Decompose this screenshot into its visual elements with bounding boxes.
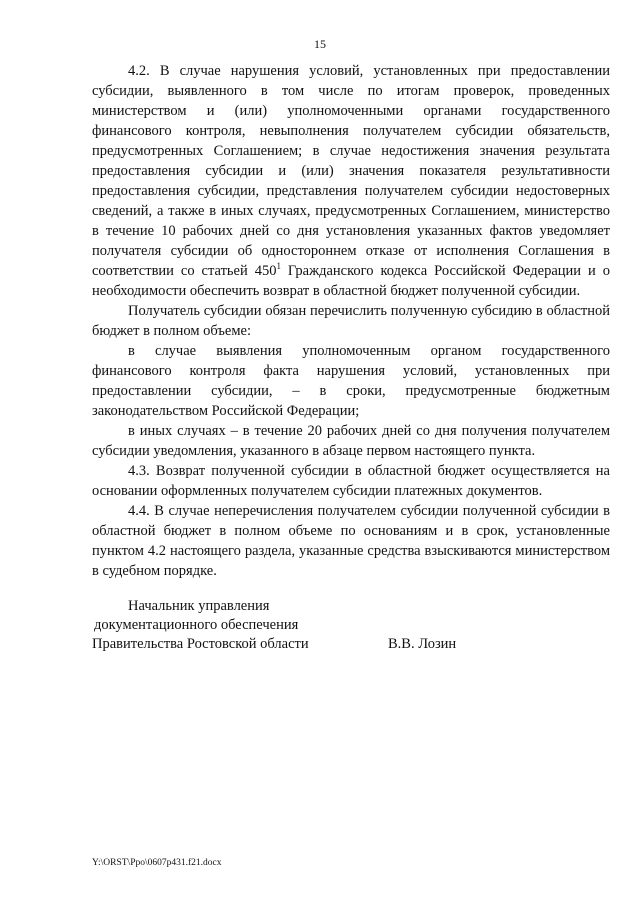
paragraph-4-4: 4.4. В случае неперечисления получателем субсидии полученной субсидии в областной бюджет в полном объеме по основаниям и в срок, установленные пунктом 4.2 настоящего раздела, указанные средства взыскиваются министерством в судебном порядке. bbox=[92, 503, 610, 579]
file-path-footer: Y:\ORST\Ppo\0607p431.f21.docx bbox=[92, 858, 222, 868]
signature-block bbox=[92, 597, 610, 654]
signatory-title-line-3-row bbox=[92, 635, 610, 654]
paragraph-4-2-text-a: 4.2. В случае нарушения условий, установленных при предоставлении субсидии, выявленного в том числе по итогам проверок, проведенных министерством и (или) уполномоченными органами государственного финансового контроля, невыполнения получателем субсидии обязательств, предусмотренных Соглашением; в случае недостижения значения результата предоставления субсидии и (или) значения показателя результативности предоставления субсидии, представления получателем субсидии недостоверных сведений, а также в иных случаях, предусмотренных Соглашением, министерство в течение 10 рабочих дней со дня установления указанных фактов уведомляет получателя субсидии об одностороннем отказе от исполнения Соглашения в соответствии со статьей 450 bbox=[92, 63, 610, 279]
signatory-title-line-1: Начальник управления bbox=[128, 598, 270, 614]
signatory-title-line-2: документационного обеспечения bbox=[94, 617, 299, 633]
article-superscript: 1 bbox=[276, 261, 281, 272]
signatory-name: В.В. Лозин bbox=[388, 636, 457, 652]
document-body bbox=[92, 61, 610, 581]
paragraph-obligation: Получатель субсидии обязан перечислить полученную субсидию в областной бюджет в полном объеме: bbox=[92, 303, 610, 339]
signatory-title-line-3: Правительства Ростовской области bbox=[92, 636, 309, 652]
paragraph-4-3: 4.3. Возврат полученной субсидии в областной бюджет осуществляется на основании оформленных получателем субсидии платежных документов. bbox=[92, 463, 610, 499]
paragraph-case-violation: в случае выявления уполномоченным органом государственного финансового контроля факта нарушения условий, установленных при предоставлении субсидии, – в сроки, предусмотренные бюджетным законодательством Российской Федерации; bbox=[92, 343, 610, 419]
paragraph-case-other: в иных случаях – в течение 20 рабочих дней со дня получения получателем субсидии уведомления, указанного в абзаце первом настоящего пункта. bbox=[92, 423, 610, 459]
paragraph-4-2-text-b: Гражданского кодекса Российской Федерации и о необходимости обеспечить возврат в областной бюджет полученной субсидии. bbox=[92, 263, 610, 299]
page-number: 15 bbox=[314, 37, 326, 51]
paragraph-4-2 bbox=[92, 61, 610, 301]
